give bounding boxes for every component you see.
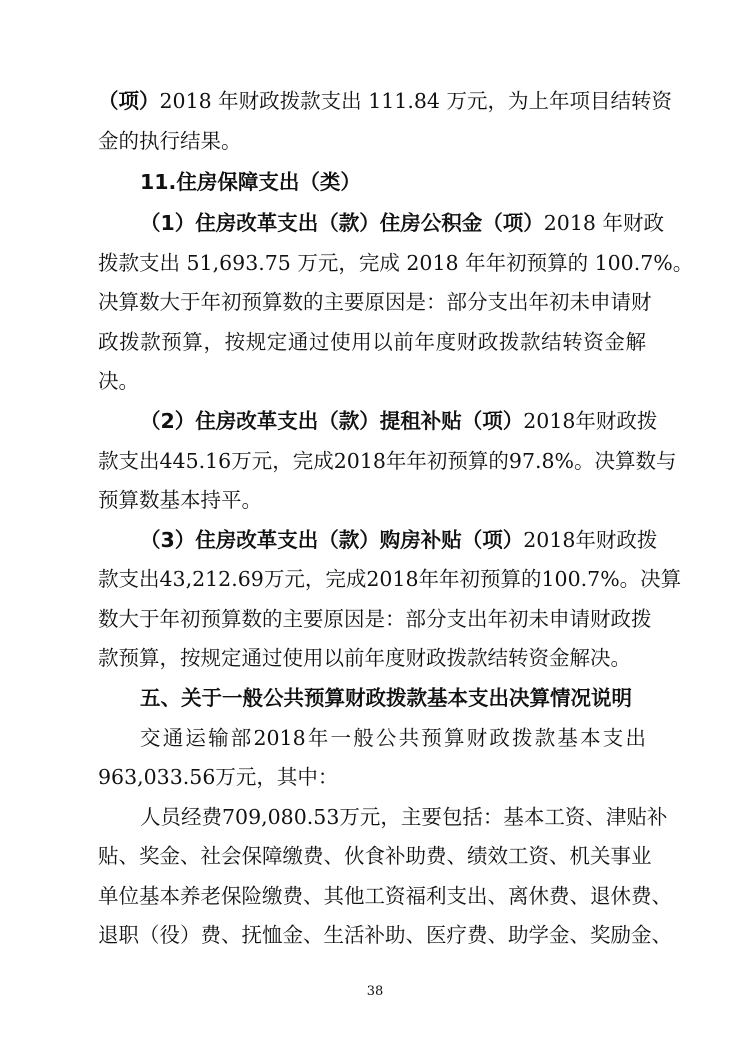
line-text: 退职（役）费、抚恤金、生活补助、医疗费、助学金、奖励金、 (98, 923, 672, 947)
line-text: 预算数基本持平。 (98, 488, 262, 512)
text-line-19 (140, 804, 668, 830)
line-bold: 五、关于一般公共预算财政拨款基本支出决算情况说明 (140, 686, 632, 710)
line-text: 决算数大于年初预算数的主要原因是：部分支出年初未申请财 (98, 290, 652, 314)
line-bold: （2）住房改革支出（款）提租补贴（项） (140, 409, 524, 433)
line-text: 款支出445.16万元，完成2018年年初预算的97.8%。决算数与 (98, 449, 677, 473)
line-bold: （项） (98, 89, 160, 113)
text-line-7 (98, 329, 646, 355)
line-text: 单位基本养老保险缴费、其他工资福利支出、离休费、退休费、 (98, 884, 672, 908)
line-text: 款预算，按规定通过使用以前年度财政拨款结转资金解决。 (98, 646, 631, 670)
text-line-9 (140, 408, 658, 434)
text-line-4 (140, 210, 664, 236)
line-text: 贴、奖金、社会保障缴费、伙食补助费、绩效工资、机关事业 (98, 844, 652, 868)
line-text: 2018年财政拨 (523, 409, 658, 433)
line-text: 数大于年初预算数的主要原因是：部分支出年初未申请财政拨 (98, 607, 652, 631)
line-text: 2018 年财政 (543, 211, 664, 235)
page-number: 38 (366, 984, 384, 999)
text-line-8 (98, 368, 646, 394)
section-heading-housing (140, 169, 688, 195)
text-line-2 (98, 128, 646, 154)
text-line-5 (98, 250, 694, 276)
text-line-21 (98, 883, 672, 909)
line-text: 款支出43,212.69万元，完成2018年年初预算的100.7%。决算 (98, 567, 682, 591)
line-text: 拨款支出 51,693.75 万元，完成 2018 年年初预算的 100.7%。 (98, 251, 694, 275)
text-line-10 (98, 448, 677, 474)
text-line-22 (98, 922, 672, 948)
line-bold: （1）住房改革支出（款）住房公积金（项） (140, 211, 544, 235)
text-line-15 (98, 645, 646, 671)
text-line-18 (98, 764, 646, 790)
line-bold: （3）住房改革支出（款）购房补贴（项） (140, 528, 524, 552)
line-text: 2018年财政拨 (523, 528, 658, 552)
text-line-6 (98, 289, 652, 315)
line-bold: 11.住房保障支出（类） (140, 170, 361, 194)
line-text: 人员经费709,080.53万元，主要包括：基本工资、津贴补 (140, 805, 668, 829)
line-text: 2018 年财政拨款支出 111.84 万元，为上年项目结转资 (159, 89, 672, 113)
line-text: 交通运输部2018年一般公共预算财政拨款基本支出 (140, 726, 646, 750)
line-text: 决。 (98, 369, 139, 393)
text-line-20 (98, 843, 652, 869)
text-line-1 (98, 88, 672, 114)
text-line-12 (140, 527, 658, 553)
line-text: 政拨款预算，按规定通过使用以前年度财政拨款结转资金解 (98, 330, 646, 354)
text-line-17 (140, 725, 646, 751)
section-heading-five (140, 685, 688, 711)
line-text: 963,033.56万元，其中： (98, 765, 339, 789)
line-text: 金的执行结果。 (98, 129, 242, 153)
text-line-14 (98, 606, 652, 632)
text-line-11 (98, 487, 646, 513)
text-line-13 (98, 566, 682, 592)
